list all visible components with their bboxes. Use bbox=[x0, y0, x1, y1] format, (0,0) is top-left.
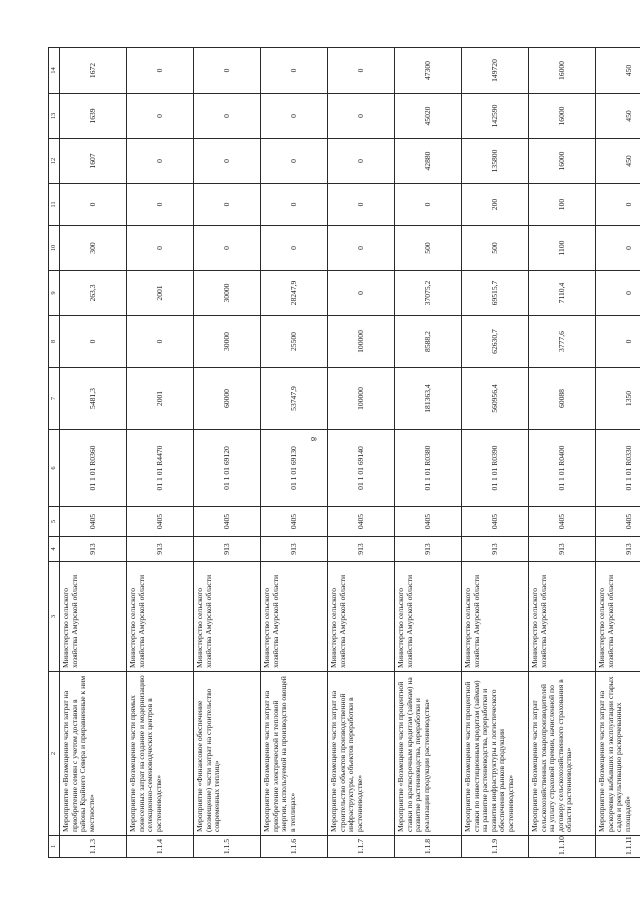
total-cell: 60000 bbox=[194, 368, 261, 430]
measure-name-cell: Мероприятие «Финансовое обеспечение (возмещение) части затрат на строительство современных теплиц» bbox=[194, 672, 261, 836]
year-cell: 1672 bbox=[60, 48, 127, 94]
section-code-cell: 0405 bbox=[462, 507, 529, 537]
table-row bbox=[60, 48, 127, 858]
executor-cell: Министерство сельского хозяйства Амурской области bbox=[328, 562, 395, 672]
year-cell: 0 bbox=[261, 184, 328, 226]
year-cell: 0 bbox=[127, 48, 194, 94]
header-cell: 1 bbox=[49, 836, 60, 858]
header-cell: 5 bbox=[49, 507, 60, 537]
year-cell: 0 bbox=[127, 139, 194, 184]
year-cell: 0 bbox=[194, 94, 261, 139]
year-cell: 300 bbox=[60, 226, 127, 271]
year-cell: 0 bbox=[328, 226, 395, 271]
total-cell: 60088 bbox=[529, 368, 596, 430]
year-cell: 0 bbox=[127, 184, 194, 226]
section-code-cell: 0405 bbox=[596, 507, 640, 537]
program-measures-table bbox=[48, 47, 640, 858]
year-cell: 200 bbox=[462, 184, 529, 226]
executor-cell: Министерство сельского хозяйства Амурской области bbox=[194, 562, 261, 672]
header-cell: 10 bbox=[49, 226, 60, 271]
measure-name-cell: Мероприятие «Возмещение части прямых понесенных затрат на создание и модернизацию селекционно-семеноводческих центров в растениеводстве» bbox=[127, 672, 194, 836]
row-number-cell: 1.1.11 bbox=[596, 836, 640, 858]
year-cell: 7110,4 bbox=[529, 271, 596, 316]
year-cell: 45020 bbox=[395, 94, 462, 139]
header-cell: 3 bbox=[49, 562, 60, 672]
grbs-code-cell: 913 bbox=[529, 537, 596, 562]
measure-name-cell: Мероприятие «Возмещение части затрат на приобретение электрической и тепловой энергии, используемой на производство овощей в теплицах» bbox=[261, 672, 328, 836]
executor-cell: Министерство сельского хозяйства Амурской области bbox=[60, 562, 127, 672]
grbs-code-cell: 913 bbox=[60, 537, 127, 562]
year-cell: 100000 bbox=[328, 316, 395, 368]
row-number-cell: 1.1.10 bbox=[529, 836, 596, 858]
year-cell: 8588,2 bbox=[395, 316, 462, 368]
target-article-cell: 01 1 01 69120 bbox=[194, 430, 261, 507]
year-cell: 142590 bbox=[462, 94, 529, 139]
header-cell: 8 bbox=[49, 316, 60, 368]
year-cell: 0 bbox=[261, 226, 328, 271]
measure-name-cell: Мероприятие «Возмещение части процентной ставки по инвестиционным кредитам (займам) на развитие растениеводства, переработки и развития инфраструктуры и логистического обеспечения рынков продукции растениеводства» bbox=[462, 672, 529, 836]
year-cell: 149720 bbox=[462, 48, 529, 94]
executor-cell: Министерство сельского хозяйства Амурской области bbox=[127, 562, 194, 672]
year-cell: 3777,6 bbox=[529, 316, 596, 368]
year-cell: 16000 bbox=[529, 94, 596, 139]
section-code-cell: 0405 bbox=[328, 507, 395, 537]
header-cell: 14 bbox=[49, 48, 60, 94]
year-cell: 1607 bbox=[60, 139, 127, 184]
table-row bbox=[596, 48, 640, 858]
year-cell: 0 bbox=[194, 184, 261, 226]
header-cell: 2 bbox=[49, 672, 60, 836]
year-cell: 62630,7 bbox=[462, 316, 529, 368]
section-code-cell: 0405 bbox=[127, 507, 194, 537]
year-cell: 28247,9 bbox=[261, 271, 328, 316]
year-cell: 16000 bbox=[529, 48, 596, 94]
grbs-code-cell: 913 bbox=[395, 537, 462, 562]
target-article-cell: 01 1 01 69140 bbox=[328, 430, 395, 507]
measure-name-cell: Мероприятие «Возмещение части затрат на приобретение семян с учетом доставки в районы Крайнего Севера и приравненные к ним местности» bbox=[60, 672, 127, 836]
year-cell: 450 bbox=[596, 48, 640, 94]
header-row bbox=[49, 48, 60, 858]
section-code-cell: 0405 bbox=[194, 507, 261, 537]
table-row bbox=[194, 48, 261, 858]
year-cell: 0 bbox=[328, 48, 395, 94]
year-cell: 0 bbox=[60, 316, 127, 368]
year-cell: 16000 bbox=[529, 139, 596, 184]
header-cell: 4 bbox=[49, 537, 60, 562]
grbs-code-cell: 913 bbox=[261, 537, 328, 562]
row-number-cell: 1.1.8 bbox=[395, 836, 462, 858]
year-cell: 42880 bbox=[395, 139, 462, 184]
section-code-cell: 0405 bbox=[60, 507, 127, 537]
year-cell: 0 bbox=[127, 316, 194, 368]
header-cell: 12 bbox=[49, 139, 60, 184]
section-code-cell: 0405 bbox=[529, 507, 596, 537]
row-number-cell: 1.1.6 bbox=[261, 836, 328, 858]
year-cell: 0 bbox=[596, 226, 640, 271]
year-cell: 0 bbox=[261, 48, 328, 94]
measure-name-cell: Мероприятие «Возмещение части затрат сельскохозяйственных товаропроизводителей на уплату страховой премии, начисленной по договору сельскохозяйственного страхования в области растениеводства» bbox=[529, 672, 596, 836]
grbs-code-cell: 913 bbox=[127, 537, 194, 562]
target-article-cell: 01 1 01 R0390 bbox=[462, 430, 529, 507]
year-cell: 0 bbox=[328, 94, 395, 139]
executor-cell: Министерство сельского хозяйства Амурской области bbox=[596, 562, 640, 672]
section-code-cell: 0405 bbox=[395, 507, 462, 537]
year-cell: 0 bbox=[194, 48, 261, 94]
target-article-cell: 01 1 01 R4470 bbox=[127, 430, 194, 507]
year-cell: 1639 bbox=[60, 94, 127, 139]
year-cell: 0 bbox=[127, 94, 194, 139]
year-cell: 450 bbox=[596, 94, 640, 139]
total-cell: 1350 bbox=[596, 368, 640, 430]
year-cell: 0 bbox=[328, 271, 395, 316]
year-cell: 30000 bbox=[194, 271, 261, 316]
executor-cell: Министерство сельского хозяйства Амурской области bbox=[529, 562, 596, 672]
row-number-cell: 1.1.3 bbox=[60, 836, 127, 858]
row-number-cell: 1.1.9 bbox=[462, 836, 529, 858]
executor-cell: Министерство сельского хозяйства Амурской области bbox=[261, 562, 328, 672]
section-code-cell: 0405 bbox=[261, 507, 328, 537]
year-cell: 0 bbox=[328, 139, 395, 184]
grbs-code-cell: 913 bbox=[194, 537, 261, 562]
year-cell: 500 bbox=[462, 226, 529, 271]
total-cell: 560956,4 bbox=[462, 368, 529, 430]
year-cell: 25500 bbox=[261, 316, 328, 368]
year-cell: 2001 bbox=[127, 271, 194, 316]
year-cell: 0 bbox=[60, 184, 127, 226]
header-cell: 13 bbox=[49, 94, 60, 139]
year-cell: 0 bbox=[328, 184, 395, 226]
total-cell: 181363,4 bbox=[395, 368, 462, 430]
table-row bbox=[328, 48, 395, 858]
year-cell: 47300 bbox=[395, 48, 462, 94]
year-cell: 69515,7 bbox=[462, 271, 529, 316]
row-number-cell: 1.1.7 bbox=[328, 836, 395, 858]
table-row bbox=[529, 48, 596, 858]
total-cell: 2001 bbox=[127, 368, 194, 430]
year-cell: 500 bbox=[395, 226, 462, 271]
executor-cell: Министерство сельского хозяйства Амурской области bbox=[395, 562, 462, 672]
year-cell: 0 bbox=[127, 226, 194, 271]
table-row bbox=[462, 48, 529, 858]
year-cell: 0 bbox=[261, 139, 328, 184]
year-cell: 135800 bbox=[462, 139, 529, 184]
target-article-cell: 01 1 01 R0360 bbox=[60, 430, 127, 507]
target-article-cell: 01 1 01 R0330 bbox=[596, 430, 640, 507]
page-number: 8 bbox=[309, 437, 318, 441]
table-row bbox=[127, 48, 194, 858]
year-cell: 0 bbox=[194, 139, 261, 184]
year-cell: 450 bbox=[596, 139, 640, 184]
executor-cell: Министерство сельского хозяйства Амурской области bbox=[462, 562, 529, 672]
target-article-cell: 01 1 01 69130 bbox=[261, 430, 328, 507]
year-cell: 0 bbox=[194, 226, 261, 271]
total-cell: 5481,3 bbox=[60, 368, 127, 430]
row-number-cell: 1.1.5 bbox=[194, 836, 261, 858]
measure-name-cell: Мероприятие «Возмещение части процентной ставки по краткосрочным кредитам (займам) на развитие растениеводства, переработки и реализации продукции растениеводства» bbox=[395, 672, 462, 836]
year-cell: 1100 bbox=[529, 226, 596, 271]
total-cell: 100000 bbox=[328, 368, 395, 430]
header-cell: 7 bbox=[49, 368, 60, 430]
year-cell: 0 bbox=[596, 316, 640, 368]
target-article-cell: 01 1 01 R0380 bbox=[395, 430, 462, 507]
table-row bbox=[261, 48, 328, 858]
target-article-cell: 01 1 01 R0400 bbox=[529, 430, 596, 507]
header-cell: 6 bbox=[49, 430, 60, 507]
grbs-code-cell: 913 bbox=[462, 537, 529, 562]
table-row bbox=[395, 48, 462, 858]
measure-name-cell: Мероприятие «Возмещение части затрат на раскорчевку выбывших из эксплуатации старых садов и рекультивацию раскорчеванных площадей» bbox=[596, 672, 640, 836]
year-cell: 263,3 bbox=[60, 271, 127, 316]
total-cell: 53747,9 bbox=[261, 368, 328, 430]
year-cell: 0 bbox=[395, 184, 462, 226]
measure-name-cell: Мероприятие «Возмещение части затрат на строительство объектов производственной инфраструктуры, объектов переработки в растениеводстве» bbox=[328, 672, 395, 836]
header-cell: 9 bbox=[49, 271, 60, 316]
grbs-code-cell: 913 bbox=[596, 537, 640, 562]
year-cell: 30000 bbox=[194, 316, 261, 368]
row-number-cell: 1.1.4 bbox=[127, 836, 194, 858]
year-cell: 37075,2 bbox=[395, 271, 462, 316]
header-cell: 11 bbox=[49, 184, 60, 226]
year-cell: 0 bbox=[596, 184, 640, 226]
year-cell: 0 bbox=[596, 271, 640, 316]
year-cell: 0 bbox=[261, 94, 328, 139]
rotated-table-wrapper bbox=[48, 48, 633, 858]
grbs-code-cell: 913 bbox=[328, 537, 395, 562]
year-cell: 100 bbox=[529, 184, 596, 226]
